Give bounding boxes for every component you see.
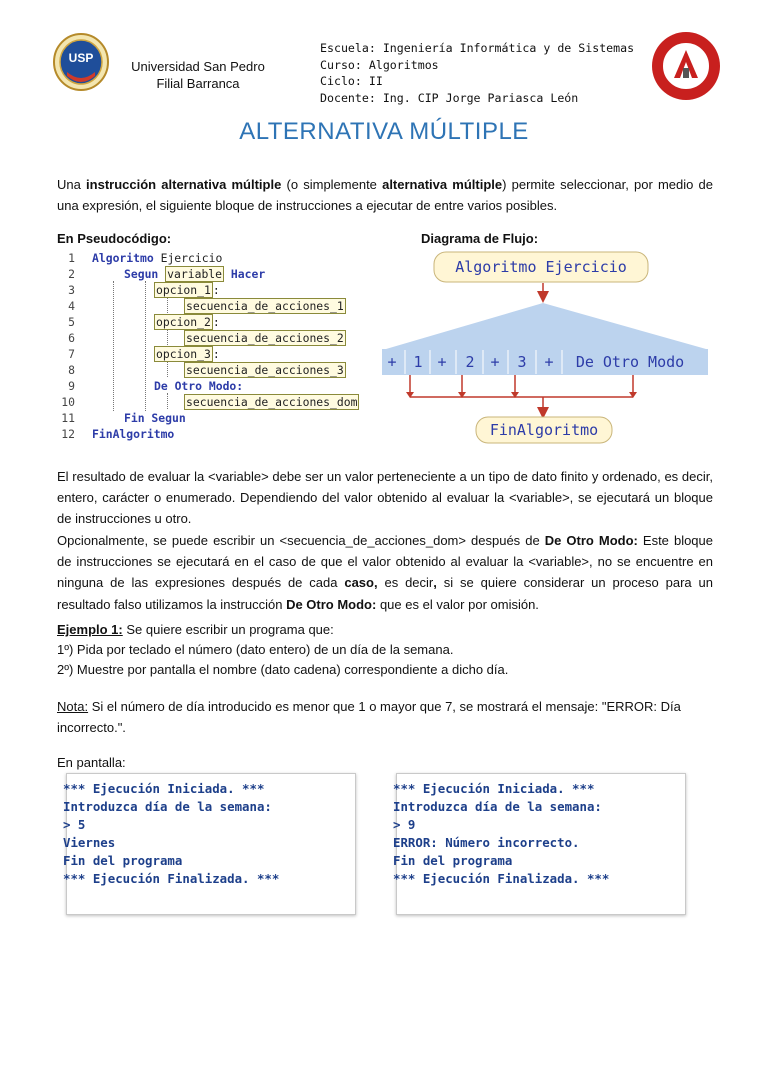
console-output-2 (393, 773, 686, 915)
intro-bold-1: instrucción alternativa múltiple (86, 177, 282, 192)
line-number: 11 (61, 411, 75, 425)
university-line2: Filial Barranca (156, 76, 240, 91)
option-box: opcion_3 (156, 347, 211, 361)
colon: : (212, 283, 220, 297)
indent-guide (167, 329, 168, 345)
console-line: Introduzca día de la semana: (63, 799, 272, 814)
code-line-5 (154, 315, 220, 329)
pseudocode-block (57, 249, 387, 445)
option-3-label: 3 (517, 353, 527, 371)
console-line: *** Ejecución Finalizada. *** (63, 871, 280, 886)
line-number: 4 (68, 299, 75, 313)
plus-sign: + (544, 353, 554, 371)
line-number: 9 (68, 379, 75, 393)
end-node-label: FinAlgoritmo (489, 421, 599, 439)
algorithm-name: Ejercicio (160, 251, 223, 265)
example-step-1: 1º) Pida por teclado el número (dato entero) de un día de la semana. (57, 642, 454, 657)
sequence-box: secuencia_de_acciones_3 (186, 363, 344, 377)
console-line: *** Ejecución Iniciada. *** (63, 781, 265, 796)
start-node-label: Algoritmo Ejercicio (455, 258, 627, 276)
docente-text: Docente: Ing. CIP Jorge Pariasca León (320, 90, 579, 105)
line-number: 1 (68, 251, 75, 265)
plus-sign: + (387, 353, 397, 371)
university-name (118, 58, 278, 92)
ciclo-text: Ciclo: II (320, 74, 383, 88)
line-number: 6 (68, 331, 75, 345)
code-line-7 (154, 347, 220, 361)
example-step-2: 2º) Muestre por pantalla el nombre (dato cadena) correspondiente a dicho día. (57, 662, 509, 677)
svg-text:USP: USP (68, 51, 94, 65)
keyword: De Otro Modo: (154, 379, 244, 393)
keyword: Hacer (230, 267, 266, 281)
escuela-text: Escuela: Ingeniería Informática y de Sistemas (320, 41, 635, 55)
sequence-box: secuencia_de_acciones_2 (186, 331, 344, 345)
line-number: 5 (68, 315, 75, 329)
console-line: *** Ejecución Finalizada. *** (393, 871, 610, 886)
note-text: Si el número de día introducido es menor que 1 o mayor que 7, se mostrará el mensaje: "ERROR: Día incorrecto.". (57, 699, 681, 736)
p2-bold: , (433, 575, 437, 591)
p2-text: Este bloque de instrucciones se ejecutará en el caso de que el valor obtenido al evaluar la <variable>, no se encuentre en ninguna de las expresiones después de cada (57, 533, 713, 591)
example-heading (57, 619, 713, 640)
p2-bold: caso, (344, 575, 378, 591)
line-number: 2 (68, 267, 75, 281)
indent-guide (167, 297, 168, 313)
keyword: Segun (124, 267, 159, 281)
example-text: Se quiere escribir un programa que: (122, 622, 334, 637)
selector-triangle (386, 303, 706, 349)
line-number: 12 (61, 427, 75, 441)
console-line: Introduzca día de la semana: (393, 799, 602, 814)
course-info (320, 40, 634, 106)
code-line-8 (184, 363, 346, 377)
body-paragraph-2 (57, 530, 713, 615)
keyword: FinAlgoritmo (92, 427, 175, 441)
option-2-label: 2 (465, 353, 475, 371)
p2-text: es decir (377, 575, 434, 591)
usp-logo (52, 32, 110, 92)
p2-bold: De Otro Modo: (286, 596, 377, 612)
indent-guide (145, 281, 146, 411)
plus-sign: + (490, 353, 500, 371)
code-line-6 (184, 331, 346, 345)
console-line: > 5 (63, 817, 86, 832)
code-line-11 (124, 411, 186, 425)
option-1-label: 1 (413, 353, 423, 371)
indent-guide (167, 361, 168, 377)
screen-label: En pantalla: (57, 755, 126, 770)
line-number: 7 (68, 347, 75, 361)
indent-guide (167, 393, 168, 409)
console-line: Viernes (63, 835, 116, 850)
body-paragraph-1: El resultado de evaluar la <variable> debe ser un valor perteneciente a un tipo de dato finito y ordenado, es decir, entero, carácter o enumerado. Dependiendo del valor obtenido al evaluar la <variable>, se ejecutará un bloque de instrucciones u otro. (57, 469, 713, 527)
indent-guide (113, 281, 114, 411)
option-box: opcion_2 (156, 315, 211, 329)
code-line-2 (124, 267, 265, 281)
console-line: Fin del programa (63, 853, 183, 868)
flow-label: Diagrama de Flujo: (421, 231, 539, 246)
p2-text: Opcionalmente, se puede escribir un <secuencia_de_acciones_dom> después de (57, 533, 545, 548)
note-paragraph (57, 696, 713, 738)
intro-text-1: Una (57, 177, 87, 192)
sequence-box: secuencia_de_acciones_dom (186, 395, 358, 409)
code-line-3 (154, 283, 220, 297)
line-number: 10 (61, 395, 75, 409)
colon: : (212, 347, 220, 361)
intro-text-2: (o simplemente (281, 177, 383, 192)
p2-text: que es el valor por omisión. (376, 596, 539, 612)
keyword: Fin Segun (124, 411, 186, 425)
line-number: 8 (68, 363, 75, 377)
intro-paragraph (57, 174, 713, 216)
console-line: Fin del programa (393, 853, 513, 868)
p2-bold: De Otro Modo: (544, 533, 638, 548)
code-line-10 (184, 395, 359, 409)
code-line-1 (92, 251, 222, 265)
option-box: opcion_1 (156, 283, 211, 297)
example-label: Ejemplo 1: (57, 622, 123, 637)
note-label: Nota: (57, 699, 89, 714)
console-output-1 (63, 773, 356, 915)
intro-bold-2: alternativa múltiple (382, 177, 503, 192)
variable-box: variable (167, 267, 223, 281)
flow-diagram (378, 247, 713, 447)
console-line: > 9 (393, 817, 416, 832)
code-line-9 (154, 379, 243, 393)
keyword: Algoritmo (92, 251, 154, 265)
sequence-box: secuencia_de_acciones_1 (186, 299, 344, 313)
university-line1: Universidad San Pedro (131, 59, 265, 74)
code-line-4 (184, 299, 346, 313)
pseudocode-label: En Pseudocódigo: (57, 231, 172, 246)
plus-sign: + (437, 353, 447, 371)
faculty-logo (650, 30, 722, 102)
page-title: ALTERNATIVA MÚLTIPLE (239, 118, 529, 145)
console-line: ERROR: Número incorrecto. (393, 835, 580, 850)
line-number: 3 (68, 283, 75, 297)
code-line-12 (92, 427, 174, 441)
console-line: *** Ejecución Iniciada. *** (393, 781, 595, 796)
colon: : (212, 315, 220, 329)
curso-text: Curso: Algoritmos (320, 57, 439, 72)
p2-text: si se quiere considerar un proceso para un resultado falso utilizamos la instrucción (57, 575, 713, 612)
intro-text-3: ) permite seleccionar, por medio de una expresión, el siguiente bloque de instrucciones a ejecutar de entre varios posibles. (57, 177, 713, 214)
default-option-label: De Otro Modo (575, 353, 685, 371)
